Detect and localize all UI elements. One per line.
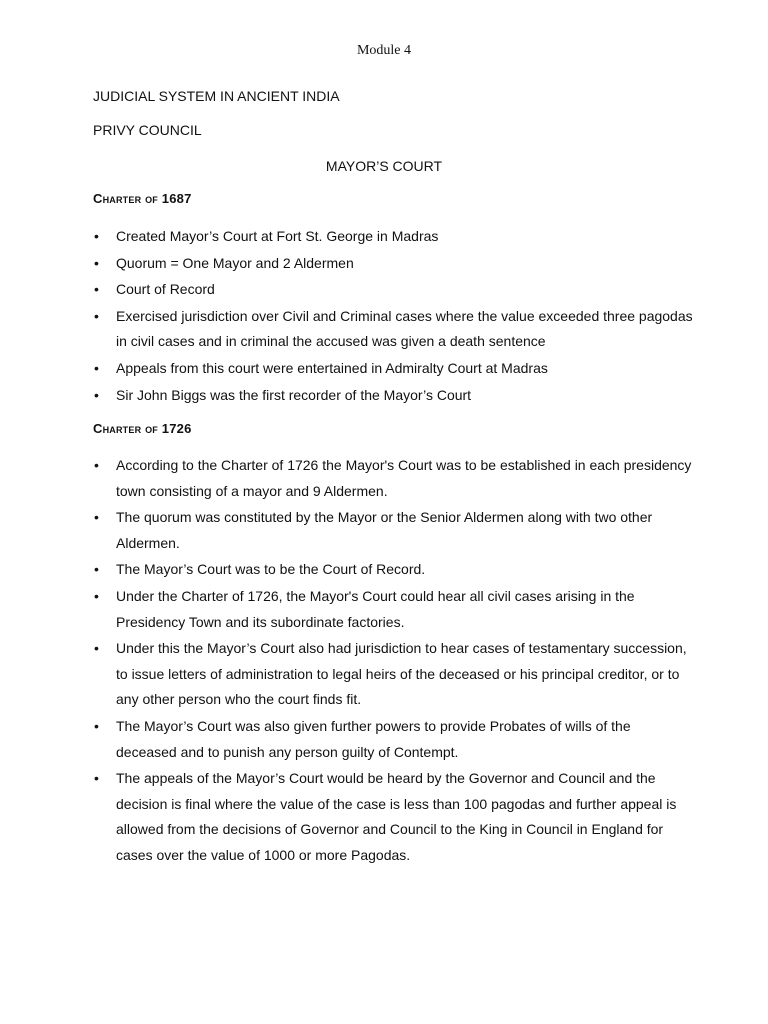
- bullet-icon: •: [94, 561, 99, 578]
- list-item-text: Sir John Biggs was the first recorder of the Mayor’s Court: [116, 386, 472, 403]
- list-item: [93, 251, 693, 277]
- list-item-text: Appeals from this court were entertained in Admiralty Court at Madras: [116, 359, 548, 376]
- document-title: JUDICIAL SYSTEM IN ANCIENT INDIA: [93, 88, 340, 104]
- bullet-icon: •: [94, 457, 99, 473]
- list-item: [93, 277, 693, 303]
- list-item-text: Court of Record: [116, 281, 215, 298]
- bullet-icon: •: [94, 307, 99, 324]
- bullet-icon: •: [94, 281, 99, 298]
- bullet-icon: •: [94, 640, 99, 657]
- module-header: Module 4: [356, 43, 412, 58]
- list-item: [93, 505, 693, 556]
- section-main-title: MAYOR’S COURT: [325, 158, 443, 174]
- list-item-text: According to the Charter of 1726 the Mayor's Court was to be established in each presidency town consisting of a mayor and 9 Aldermen.: [116, 457, 692, 499]
- list-item: [93, 636, 693, 713]
- list-item: [93, 766, 693, 868]
- list-item: [93, 383, 693, 409]
- charter-1687-heading: Charter of 1687: [93, 191, 192, 206]
- list-item: [93, 584, 693, 635]
- list-item-text: Quorum = One Mayor and 2 Aldermen: [116, 254, 354, 271]
- list-item: [93, 304, 693, 355]
- list-item-text: Under the Charter of 1726, the Mayor's Court could hear all civil cases arising in the Presidency Town and its subordinate factories.: [116, 587, 635, 630]
- bullet-icon: •: [94, 359, 99, 376]
- bullet-icon: •: [94, 770, 99, 787]
- list-item: [93, 224, 693, 250]
- bullet-icon: •: [94, 228, 99, 244]
- list-item-text: The appeals of the Mayor’s Court would be heard by the Governor and Council and the decision is final where the value of the case is less than 100 pagodas and further appeal is allowed from the decisions of Governor and Council to the King in Council in England for cases over the value of 1000 or more Pagodas.: [116, 770, 677, 863]
- bullet-icon: •: [94, 509, 99, 526]
- document-subtitle: PRIVY COUNCIL: [93, 122, 202, 138]
- bullet-icon: •: [94, 717, 99, 734]
- bullet-icon: •: [94, 254, 99, 271]
- charter-1687-list: [93, 224, 693, 409]
- list-item-text: The Mayor’s Court was to be the Court of Record.: [116, 561, 426, 578]
- list-item-text: The quorum was constituted by the Mayor or the Senior Aldermen along with two other Aldermen.: [116, 509, 653, 551]
- list-item-text: The Mayor’s Court was also given further powers to provide Probates of wills of the deceased and to punish any person guilty of Contempt.: [116, 717, 631, 760]
- list-item-text: Under this the Mayor’s Court also had jurisdiction to hear cases of testamentary succession, to issue letters of administration to legal heirs of the deceased or his principal creditor, or to any other person who the court finds fit.: [116, 640, 687, 708]
- charter-1726-heading: Charter of 1726: [93, 421, 192, 436]
- list-item-text: Created Mayor’s Court at Fort St. George in Madras: [116, 228, 439, 244]
- list-item-text: Exercised jurisdiction over Civil and Criminal cases where the value exceeded three pagodas in civil cases and in criminal the accused was given a death sentence: [116, 307, 693, 350]
- bullet-icon: •: [94, 386, 99, 403]
- charter-1726-list: [93, 453, 693, 870]
- list-item: [93, 714, 693, 765]
- list-item: [93, 453, 693, 504]
- list-item: [93, 557, 693, 583]
- bullet-icon: •: [94, 587, 99, 604]
- list-item: [93, 356, 693, 382]
